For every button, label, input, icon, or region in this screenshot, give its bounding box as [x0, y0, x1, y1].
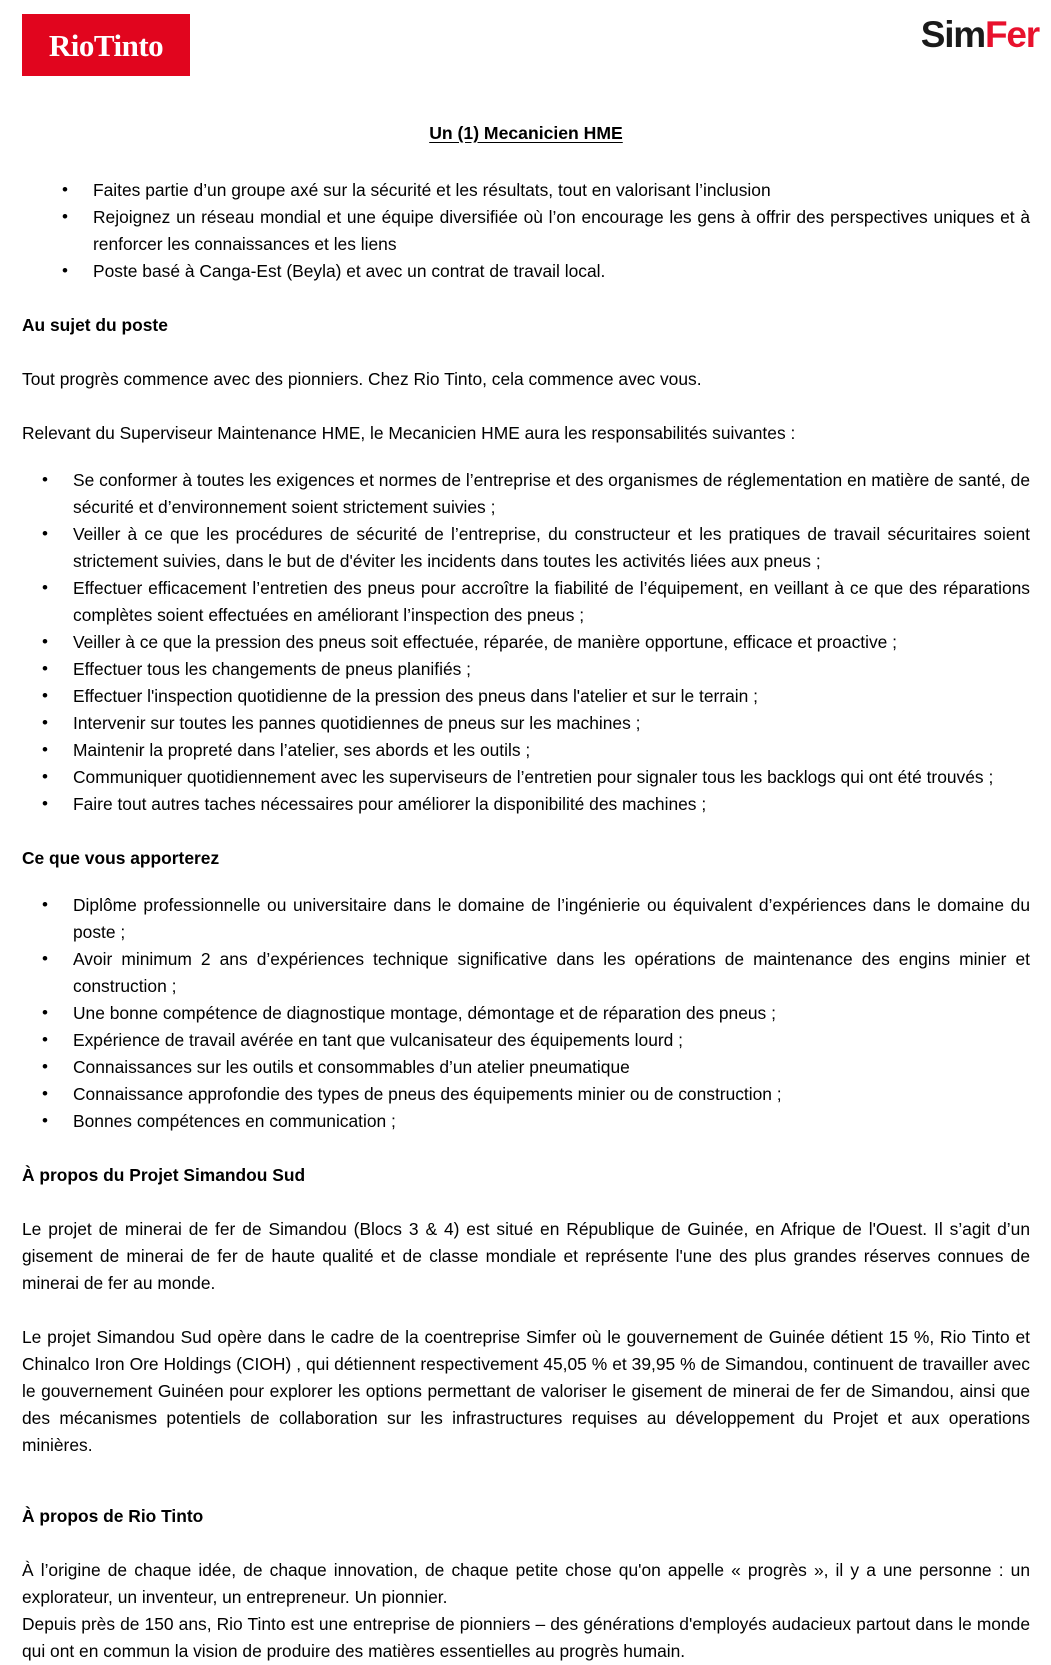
- list-item: • Avoir minimum 2 ans d’expériences technique significative dans les opérations de maintenance des engins minier et construction ;: [42, 946, 1030, 1000]
- list-item: • Veiller à ce que les procédures de sécurité de l’entreprise, du constructeur et les pratiques de travail sécuritaires soient strictement suivies, dans le but de d'éviter les incidents dans toutes les activités liées aux pneus ;: [42, 521, 1030, 575]
- list-item: • Effectuer efficacement l’entretien des pneus pour accroître la fiabilité de l’équipement, en veillant à ce que des réparations complètes soient effectuées en améliorant l’inspection des pneus ;: [42, 575, 1030, 629]
- spacer: [22, 1530, 1030, 1557]
- list-item: • Connaissance approfondie des types de pneus des équipements minier ou de construction ;: [42, 1081, 1030, 1108]
- list-item: • Faire tout autres taches nécessaires pour améliorer la disponibilité des machines ;: [42, 791, 1030, 818]
- list-item: • Intervenir sur toutes les pannes quotidiennes de pneus sur les machines ;: [42, 710, 1030, 737]
- list-item: • Une bonne compétence de diagnostique montage, démontage et de réparation des pneus ;: [42, 1000, 1030, 1027]
- riotinto-logo: [22, 14, 190, 76]
- about-project-paragraph-1: Le projet de minerai de fer de Simandou (Blocs 3 & 4) est situé en République de Guinée, en Afrique de l'Ouest. Il s’agit d’un gisement de minerai de fer de haute qualité et de classe mondiale et représente l'une des plus grandes réserves connues de minerai de fer au monde.: [22, 1219, 1030, 1293]
- spacer: [22, 1189, 1030, 1216]
- responsibilities-list: [42, 467, 1030, 818]
- list-item: • Rejoignez un réseau mondial et une équipe diversifiée où l’on encourage les gens à offrir des perspectives uniques et à renforcer les connaissances et les liens: [62, 204, 1030, 258]
- section-heading-about-project: À propos du Projet Simandou Sud: [22, 1165, 306, 1185]
- list-item: • Se conformer à toutes les exigences et normes de l’entreprise et des organismes de réglementation en matière de santé, de sécurité et d’environnement soient strictement suivies ;: [42, 467, 1030, 521]
- about-riotinto-paragraph-1: À l’origine de chaque idée, de chaque innovation, de chaque petite chose qu'on appelle « progrès », il y a une personne : un explorateur, un inventeur, un entrepreneur. Un pionnier.: [22, 1560, 1030, 1607]
- about-role-paragraph-1: Tout progrès commence avec des pionniers. Chez Rio Tinto, cela commence avec vous.: [22, 369, 702, 389]
- simfer-logo-text-sim: Sim: [920, 14, 986, 55]
- document-body: [22, 96, 1030, 1665]
- intro-bullet-list: [62, 177, 1030, 285]
- section-heading-what-you-bring: Ce que vous apporterez: [22, 848, 220, 868]
- about-riotinto-paragraph-2: Depuis près de 150 ans, Rio Tinto est une entreprise de pionniers – des générations d'employés audacieux partout dans le monde qui ont en commun la vision de produire des matières essentielles au progrès humain.: [22, 1614, 1030, 1661]
- spacer: [22, 818, 1030, 845]
- list-item: • Connaissances sur les outils et consommables d’un atelier pneumatique: [42, 1054, 1030, 1081]
- spacer: [22, 872, 1030, 892]
- list-item: • Maintenir la propreté dans l’atelier, ses abords et les outils ;: [42, 737, 1030, 764]
- about-project-paragraph-2: Le projet Simandou Sud opère dans le cadre de la coentreprise Simfer où le gouvernement de Guinée détient 15 %, Rio Tinto et Chinalco Iron Ore Holdings (CIOH) , qui détiennent respectivement 45,05 % et 39,95 % de Simandou, continuent de travailler avec le gouvernement Guinéen pour explorer les options permettant de valoriser le gisement de minerai de fer de Simandou, ainsi que des mécanismes potentiels de collaboration sur les infrastructures requises au développement du Projet et aux operations minières.: [22, 1327, 1030, 1455]
- spacer: [22, 147, 1030, 177]
- list-item: • Diplôme professionnelle ou universitaire dans le domaine de l’ingénierie ou équivalent d’expériences dans le domaine du poste ;: [42, 892, 1030, 946]
- about-role-paragraph-2: Relevant du Superviseur Maintenance HME, le Mecanicien HME aura les responsabilités suivantes :: [22, 423, 796, 443]
- spacer: [22, 447, 1030, 467]
- list-item: • Effectuer tous les changements de pneus planifiés ;: [42, 656, 1030, 683]
- section-heading-about-riotinto: À propos de Rio Tinto: [22, 1506, 204, 1526]
- spacer: [22, 1135, 1030, 1162]
- spacer: [22, 1297, 1030, 1324]
- list-item: • Faites partie d’un groupe axé sur la sécurité et les résultats, tout en valorisant l’inclusion: [62, 177, 1030, 204]
- list-item: • Expérience de travail avérée en tant que vulcanisateur des équipements lourd ;: [42, 1027, 1030, 1054]
- requirements-list: [42, 892, 1030, 1135]
- simfer-logo: [921, 16, 1039, 53]
- spacer: [22, 339, 1030, 366]
- list-item: • Poste basé à Canga-Est (Beyla) et avec un contrat de travail local.: [62, 258, 1030, 285]
- section-heading-about-role: Au sujet du poste: [22, 315, 168, 335]
- list-item: • Communiquer quotidiennement avec les superviseurs de l’entretien pour signaler tous les backlogs qui ont été trouvés ;: [42, 764, 1030, 791]
- simfer-logo-text-fer: Fer: [985, 14, 1039, 55]
- list-item: • Veiller à ce que la pression des pneus soit effectuée, réparée, de manière opportune, efficace et proactive ;: [42, 629, 1030, 656]
- page-title-text: Un (1) Mecanicien HME: [429, 123, 623, 143]
- list-item: • Bonnes compétences en communication ;: [42, 1108, 1030, 1135]
- spacer: [22, 285, 1030, 312]
- spacer: [22, 1459, 1030, 1503]
- list-item: • Effectuer l'inspection quotidienne de la pression des pneus dans l'atelier et sur le terrain ;: [42, 683, 1030, 710]
- riotinto-logo-text: RioTinto: [48, 27, 164, 63]
- page-title: [22, 120, 1030, 147]
- document-header: [0, 0, 1051, 96]
- spacer: [22, 393, 1030, 420]
